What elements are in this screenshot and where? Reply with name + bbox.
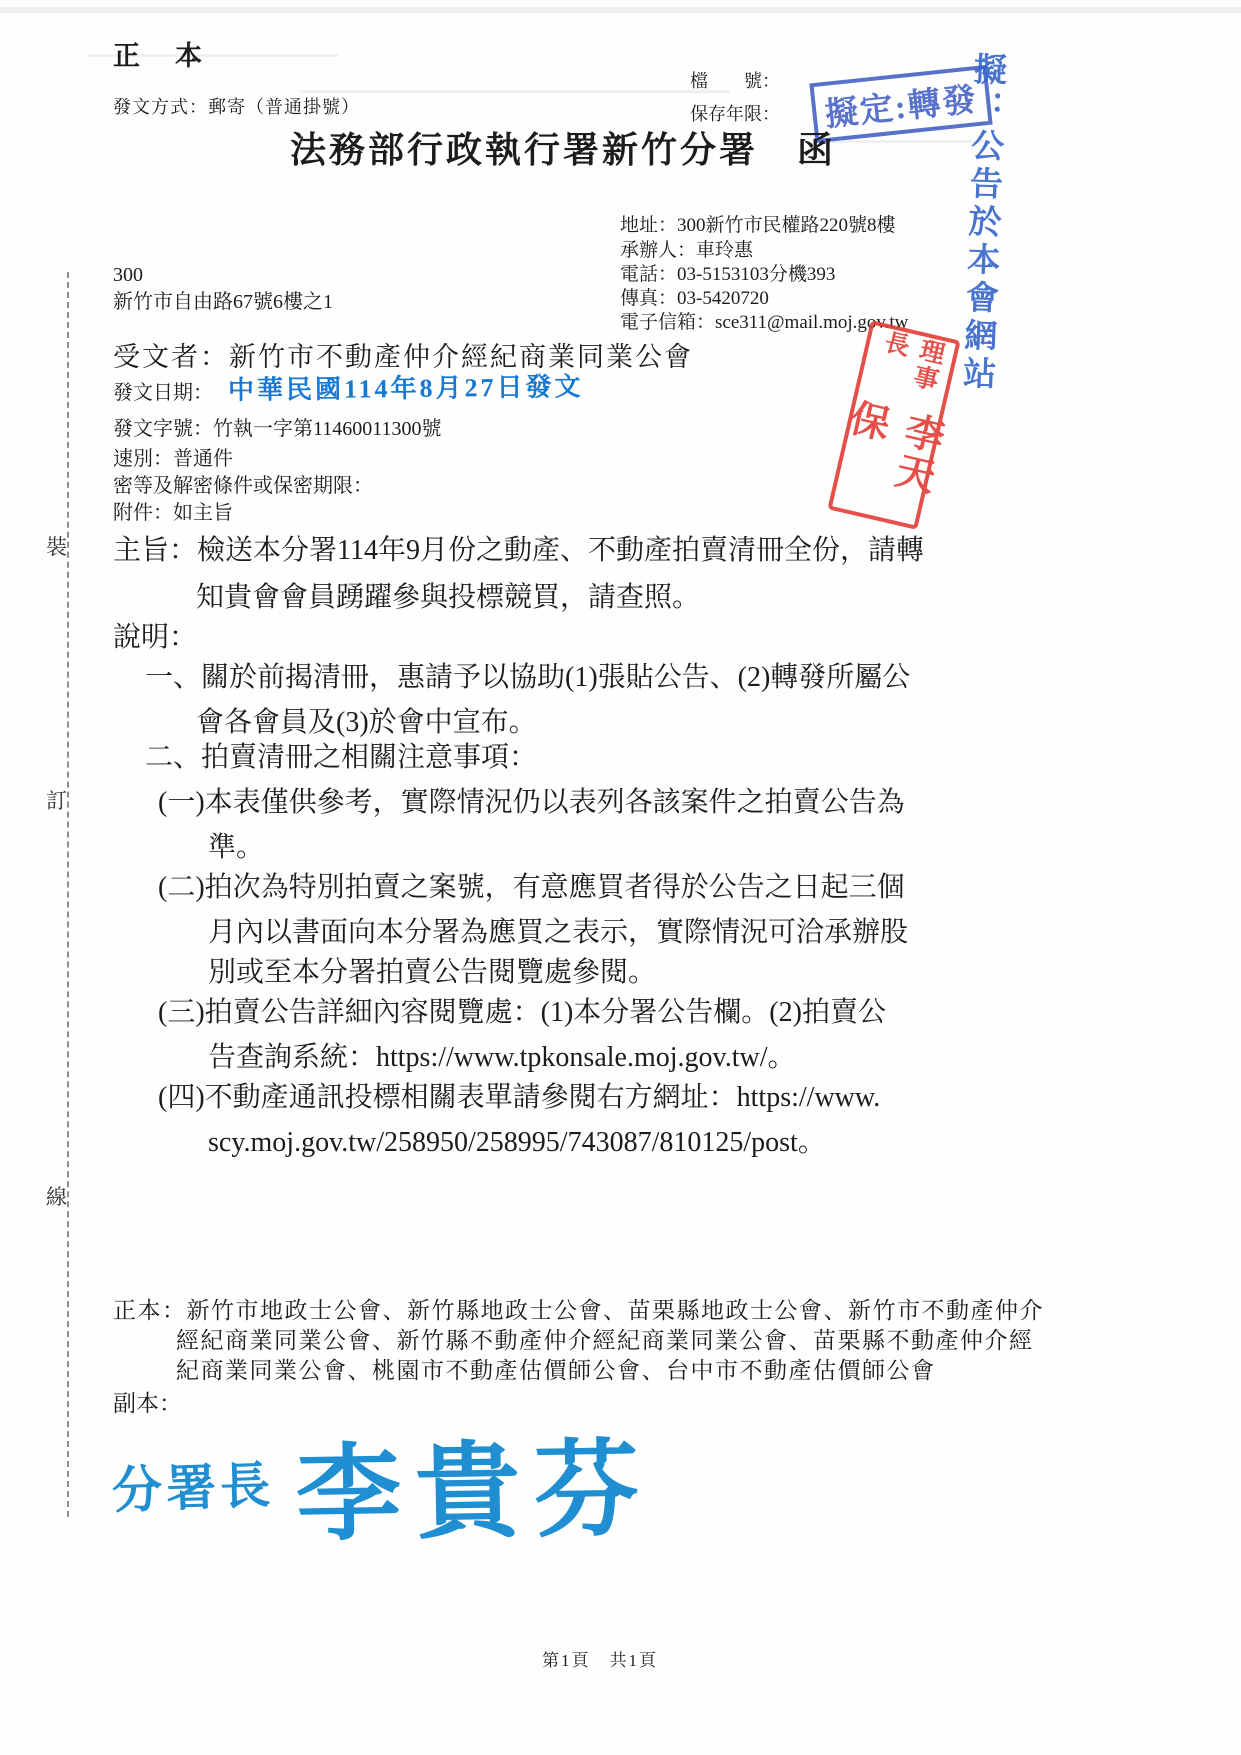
body-line: (二)拍次為特別拍賣之案號，有意應買者得於公告之日起三個: [158, 872, 905, 903]
binding-dotted-line: [67, 272, 69, 1517]
body-line: 告查詢系統：https://www.tpkonsale.moj.gov.tw/。: [208, 1042, 796, 1073]
signature-title: 分署長: [111, 1456, 276, 1519]
chairman-seal-stamp: [827, 320, 960, 530]
carbon-copy-label: 副本：: [113, 1391, 182, 1416]
copy-type-label: 正 本: [113, 41, 206, 71]
document-number: 發文字號：竹執一字第11460011300號: [113, 418, 442, 440]
sender-fax: 傳真：03-5420720: [620, 288, 769, 309]
sender-address: 地址：300新竹市民權路220號8樓: [620, 215, 896, 236]
issue-date-label: 發文日期：: [113, 382, 213, 404]
priority-line: 速別：普通件: [113, 448, 233, 470]
original-copies-line: 正本：新竹市地政士公會、新竹縣地政士公會、苗栗縣地政士公會、新竹市不動產仲介: [113, 1298, 1044, 1323]
body-line: (四)不動產通訊投標相關表單請參閱右方網址：https://www.: [158, 1082, 881, 1113]
page-number-footer: 第1頁 共1頁: [542, 1651, 658, 1670]
issue-date-stamp: 中華民國114年8月27日發文: [227, 372, 584, 405]
recipient-street-address: 新竹市自由路67號6樓之1: [113, 291, 333, 313]
recipient-postal-code: 300: [113, 264, 143, 286]
chairman-seal-title: 理事長: [878, 327, 947, 395]
approval-stamp: 擬定:轉發: [809, 65, 992, 143]
subject-line: 主旨：檢送本分署114年9月份之動產、不動產拍賣清冊全份，請轉: [113, 535, 924, 566]
scan-artifact: [0, 7, 1241, 13]
delivery-method: 發文方式：郵寄（普通掛號）: [113, 97, 360, 117]
binding-mark-xian: 線: [46, 1176, 67, 1216]
original-copies-line: 經紀商業同業公會、新竹縣不動產仲介經紀商業同業公會、苗栗縣不動產仲介經: [176, 1328, 1034, 1353]
sender-email: 電子信箱：sce311@mail.moj.gov.tw: [620, 312, 909, 333]
body-line: (一)本表僅供參考，實際情況仍以表列各該案件之拍賣公告為: [158, 787, 905, 818]
binding-mark-zhuang: 裝: [46, 526, 67, 566]
explanation-label: 說明：: [113, 622, 198, 653]
binding-mark-ding: 訂: [46, 780, 67, 820]
body-line: (三)拍賣公告詳細內容閱覽處：(1)本分署公告欄。(2)拍賣公: [158, 997, 886, 1028]
sender-phone: 電話：03-5153103分機393: [620, 264, 836, 285]
security-class-line: 密等及解密條件或保密期限：: [113, 475, 373, 497]
original-copies-line: 紀商業同業公會、桃園市不動產估價師公會、台中市不動產估價師公會: [176, 1358, 936, 1383]
signature-name: 李貴芬: [295, 1430, 655, 1555]
retention-label: 保存年限：: [690, 104, 780, 124]
subject-line: 知貴會會員踴躍參與投標競買，請查照。: [196, 582, 701, 613]
body-line: 會各會員及(3)於會中宣布。: [196, 707, 537, 738]
handwritten-margin-note: 擬：公告於本會網站: [957, 51, 1006, 395]
body-line: 月內以書面向本分署為應買之表示，實際情況可洽承辦股: [208, 917, 909, 948]
body-line: scy.moj.gov.tw/258950/258995/743087/810125/post。: [208, 1127, 826, 1158]
document-title: 法務部行政執行署新竹分署 函: [290, 130, 837, 170]
body-line: 二、拍賣清冊之相關注意事項：: [145, 742, 538, 773]
addressee-line: 受文者：新竹市不動產仲介經紀商業同業公會: [113, 342, 693, 372]
attachment-line: 附件：如主旨: [113, 502, 233, 524]
sender-contact-person: 承辦人：車玲惠: [620, 240, 754, 261]
chairman-seal-name: 李天保: [841, 395, 948, 498]
signature-block: [112, 1408, 653, 1559]
body-line: 別或至本分署拍賣公告閱覽處參閱。: [208, 957, 657, 988]
scan-artifact: [300, 90, 730, 93]
body-line: 一、關於前揭清冊，惠請予以協助(1)張貼公告、(2)轉發所屬公: [145, 662, 911, 693]
file-number-label: 檔 號：: [690, 71, 780, 91]
body-line: 準。: [208, 832, 265, 863]
